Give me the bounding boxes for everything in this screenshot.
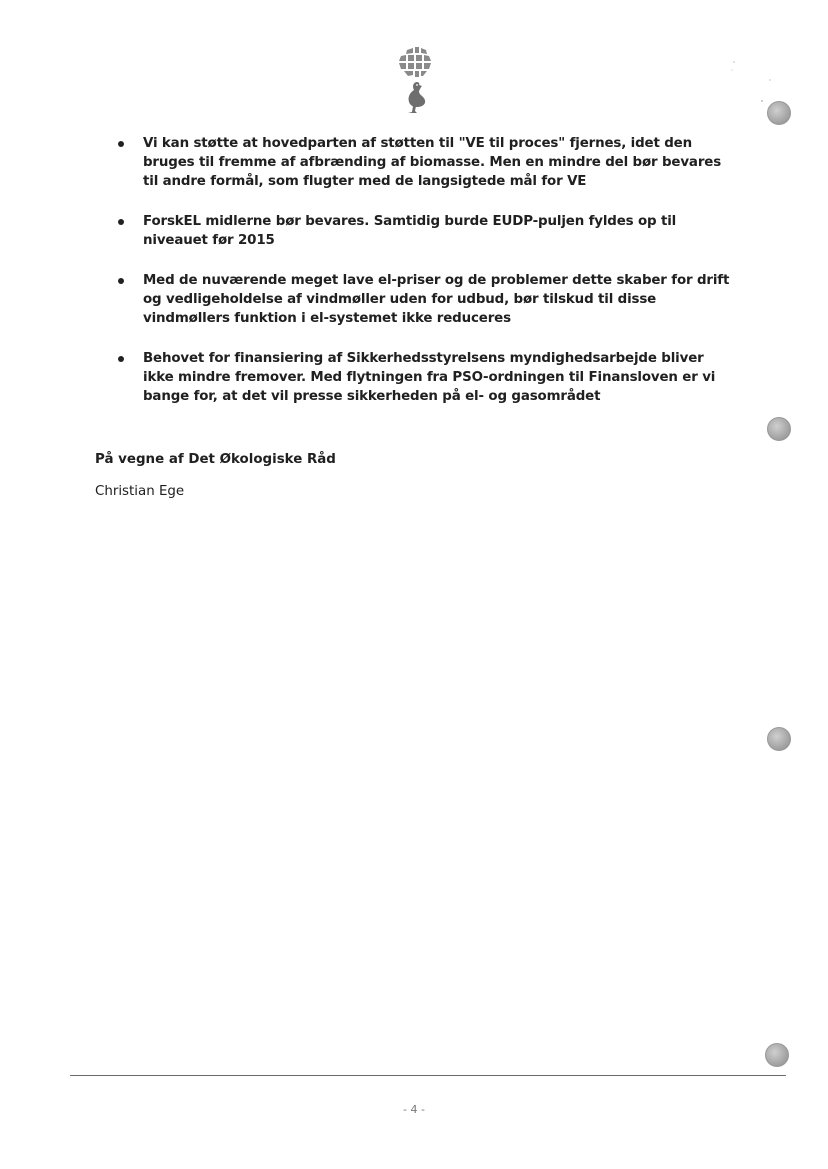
list-item bbox=[118, 134, 730, 191]
list-item bbox=[118, 212, 730, 250]
bullet-text: Vi kan støtte at hovedparten af støtten til "VE til proces" fjernes, idet den bruges til fremme af afbrænding af biomasse. Men en mindre del bør bevares til andre formål, som flugter med de langsigtede mål for VE bbox=[143, 136, 722, 189]
punch-hole-icon bbox=[767, 417, 791, 441]
punch-hole-icon bbox=[765, 1043, 789, 1067]
bullet-dot-icon bbox=[118, 278, 124, 284]
page-number: - 4 - bbox=[403, 1103, 425, 1116]
bullet-text: Behovet for finansiering af Sikkerhedsstyrelsens myndighedsarbejde bliver ikke mindre fremover. Med flytningen fra PSO-ordningen til Finansloven er vi bange for, at det vil presse sikkerheden på el- og gasområdet bbox=[143, 351, 716, 404]
bullet-dot-icon bbox=[118, 219, 124, 225]
punch-hole-icon bbox=[767, 727, 791, 751]
footer-divider bbox=[70, 1075, 786, 1076]
scan-specks-icon bbox=[730, 58, 780, 108]
punch-hole-icon bbox=[767, 101, 791, 125]
bullet-list bbox=[118, 134, 730, 427]
bullet-text: ForskEL midlerne bør bevares. Samtidig burde EUDP-puljen fyldes op til niveauet før 2015 bbox=[143, 214, 677, 248]
bullet-dot-icon bbox=[118, 141, 124, 147]
signature-name: Christian Ege bbox=[95, 484, 185, 499]
bullet-dot-icon bbox=[118, 356, 124, 362]
globe-bird-logo-icon bbox=[393, 44, 439, 116]
list-item bbox=[118, 271, 730, 328]
signature-organization: På vegne af Det Økologiske Råd bbox=[95, 452, 336, 467]
list-item bbox=[118, 349, 730, 406]
bullet-text: Med de nuværende meget lave el-priser og de problemer dette skaber for drift og vedligeholdelse af vindmøller uden for udbud, bør tilskud til disse vindmøllers funktion i el-systemet ikke reduceres bbox=[143, 273, 730, 326]
